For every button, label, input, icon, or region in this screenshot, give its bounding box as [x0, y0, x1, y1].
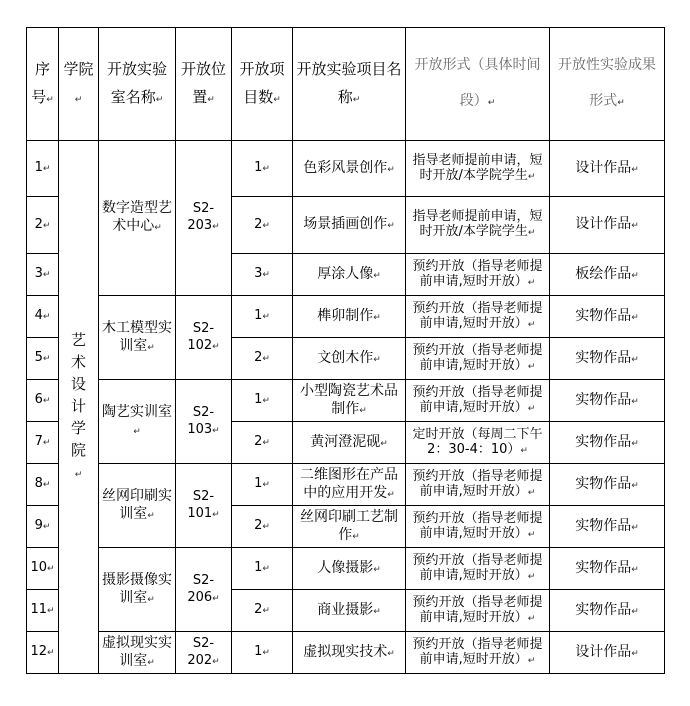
row-no: 3↵: [27, 254, 59, 296]
project-count: 1↵: [232, 548, 293, 590]
project-name: 虚拟现实技术↵: [293, 632, 406, 674]
lab-name: 木工模型实训室↵: [99, 296, 176, 380]
header-location: 开放位置↵: [176, 28, 232, 141]
project-count: 2↵: [232, 590, 293, 632]
project-name: 色彩风景创作↵: [293, 141, 406, 197]
open-form: 预约开放（指导老师提前申请,短时开放）↵: [406, 380, 550, 422]
project-count: 3↵: [232, 254, 293, 296]
open-form: 预约开放（指导老师提前申请,短时开放）↵: [406, 254, 550, 296]
result-form: 实物作品↵: [550, 464, 665, 506]
open-form: 预约开放（指导老师提前申请,短时开放）↵: [406, 296, 550, 338]
open-form: 预约开放（指导老师提前申请,短时开放）↵: [406, 338, 550, 380]
project-count: 2↵: [232, 506, 293, 548]
result-form: 设计作品↵: [550, 141, 665, 197]
project-count: 1↵: [232, 632, 293, 674]
project-count: 2↵: [232, 422, 293, 464]
project-count: 1↵: [232, 296, 293, 338]
result-form: 实物作品↵: [550, 590, 665, 632]
row-no: 2↵: [27, 197, 59, 254]
project-count: 1↵: [232, 380, 293, 422]
header-form: 开放形式（具体时间段）↵: [406, 28, 550, 141]
result-form: 实物作品↵: [550, 506, 665, 548]
lab-name: 虚拟现实实训室↵: [99, 632, 176, 674]
open-form: 指导老师提前申请，短时开放/本学院学生↵: [406, 197, 550, 254]
row-no: 12↵: [27, 632, 59, 674]
row-no: 8↵: [27, 464, 59, 506]
project-name: 丝网印刷工艺制作↵: [293, 506, 406, 548]
project-name: 人像摄影↵: [293, 548, 406, 590]
lab-location: S2-102↵: [176, 296, 232, 380]
header-no: 序号↵: [27, 28, 59, 141]
header-lab-name: 开放实验室名称↵: [99, 28, 176, 141]
row-no: 1↵: [27, 141, 59, 197]
project-name: 文创木作↵: [293, 338, 406, 380]
project-count: 2↵: [232, 197, 293, 254]
result-form: 设计作品↵: [550, 632, 665, 674]
table-row: [27, 548, 665, 590]
lab-location: S2-206↵: [176, 548, 232, 632]
project-name: 商业摄影↵: [293, 590, 406, 632]
result-form: 实物作品↵: [550, 548, 665, 590]
header-count: 开放项目数↵: [232, 28, 293, 141]
lab-name: 摄影摄像实训室↵: [99, 548, 176, 632]
lab-location: S2-203↵: [176, 141, 232, 296]
open-form: 预约开放（指导老师提前申请,短时开放）↵: [406, 464, 550, 506]
row-no: 4↵: [27, 296, 59, 338]
row-no: 5↵: [27, 338, 59, 380]
open-form: 预约开放（指导老师提前申请,短时开放）↵: [406, 590, 550, 632]
open-form: 定时开放（每周二下午 2：30-4：10）↵: [406, 422, 550, 464]
header-result: 开放性实验成果形式↵: [550, 28, 665, 141]
result-form: 设计作品↵: [550, 197, 665, 254]
result-form: 实物作品↵: [550, 338, 665, 380]
lab-name: 数字造型艺术中心↵: [99, 141, 176, 296]
open-form: 预约开放（指导老师提前申请,短时开放）↵: [406, 632, 550, 674]
project-name: 榫卯制作↵: [293, 296, 406, 338]
row-no: 9↵: [27, 506, 59, 548]
project-name: 黄河澄泥砚↵: [293, 422, 406, 464]
table-row: [27, 464, 665, 506]
header-project: 开放实验项目名称↵: [293, 28, 406, 141]
row-no: 10↵: [27, 548, 59, 590]
open-form: 指导老师提前申请，短时开放/本学院学生↵: [406, 141, 550, 197]
lab-name: 丝网印刷实训室↵: [99, 464, 176, 548]
header-row: [27, 28, 665, 141]
lab-table: [26, 27, 665, 674]
lab-location: S2-103↵: [176, 380, 232, 464]
project-name: 场景插画创作↵: [293, 197, 406, 254]
project-count: 2↵: [232, 338, 293, 380]
lab-location: S2-202↵: [176, 632, 232, 674]
lab-name: 陶艺实训室↵: [99, 380, 176, 464]
project-name: 二维图形在产品中的应用开发↵: [293, 464, 406, 506]
lab-location: S2-101↵: [176, 464, 232, 548]
project-count: 1↵: [232, 464, 293, 506]
project-count: 1↵: [232, 141, 293, 197]
row-no: 11↵: [27, 590, 59, 632]
row-no: 7↵: [27, 422, 59, 464]
table-row: [27, 141, 665, 197]
result-form: 实物作品↵: [550, 296, 665, 338]
table-row: [27, 380, 665, 422]
project-name: 小型陶瓷艺术品制作↵: [293, 380, 406, 422]
result-form: 实物作品↵: [550, 380, 665, 422]
table-row: [27, 296, 665, 338]
open-form: 预约开放（指导老师提前申请,短时开放）↵: [406, 548, 550, 590]
open-form: 预约开放（指导老师提前申请,短时开放）↵: [406, 506, 550, 548]
table-row: [27, 632, 665, 674]
result-form: 板绘作品↵: [550, 254, 665, 296]
project-name: 厚涂人像↵: [293, 254, 406, 296]
row-no: 6↵: [27, 380, 59, 422]
header-college: 学院↵: [59, 28, 99, 141]
college-cell: 艺术设计学院↵: [59, 141, 99, 674]
result-form: 实物作品↵: [550, 422, 665, 464]
